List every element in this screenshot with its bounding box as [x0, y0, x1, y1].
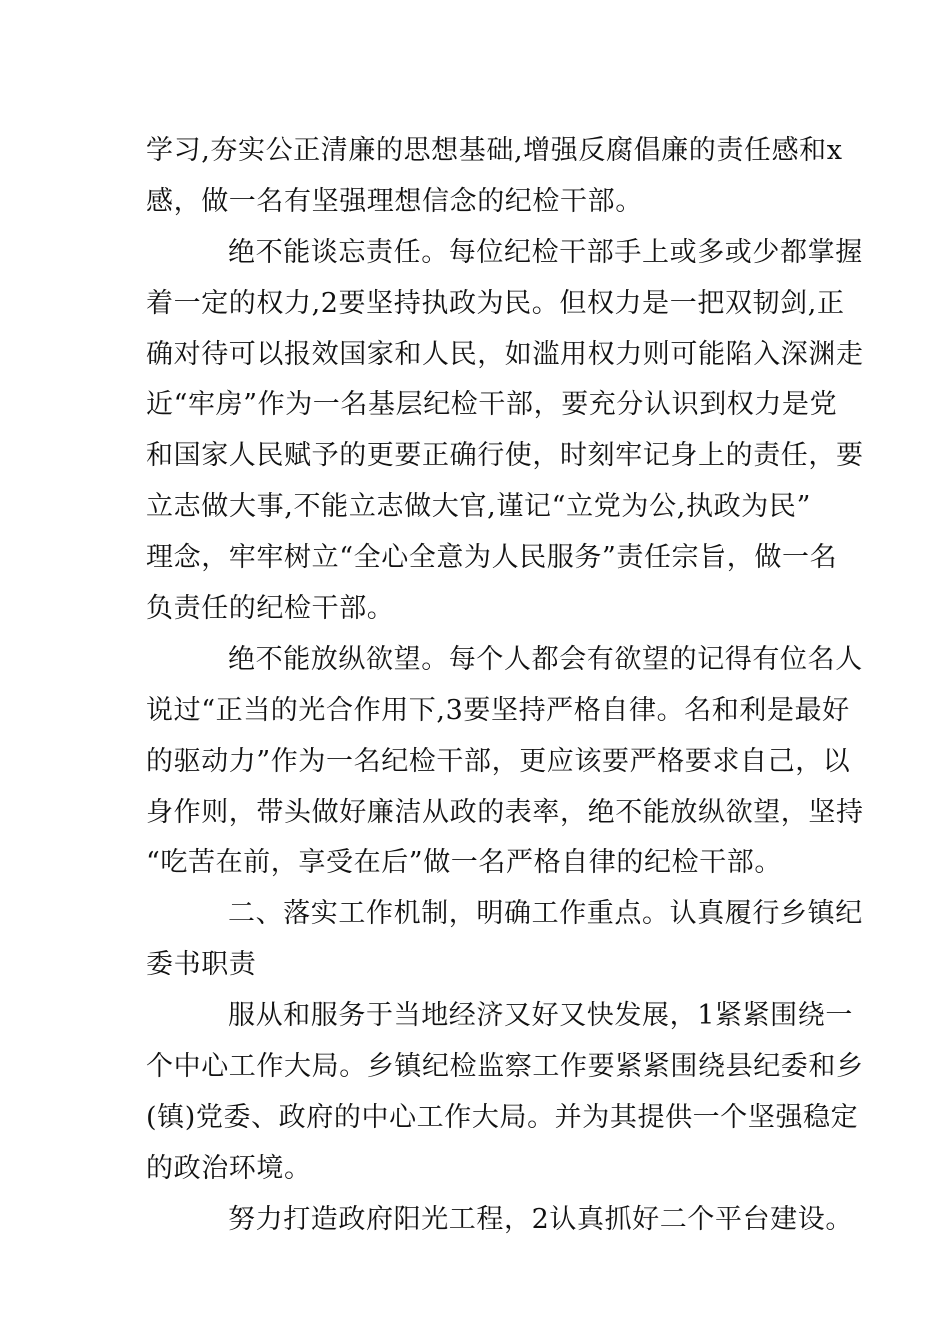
text-line: 近“牢房”作为一名基层纪检干部，要充分认识到权力是党 [146, 389, 838, 421]
text-line: 确对待可以报效国家和人民，如滥用权力则可能陷入深渊走 [146, 338, 864, 370]
document-body [146, 126, 864, 1246]
text-line: 和国家人民赋予的更要正确行使，时刻牢记身上的责任，要 [146, 440, 864, 472]
paragraph-start-line: 努力打造政府阳光工程，2认真抓好二个平台建设。 [228, 1203, 853, 1235]
text-line: 负责任的纪检干部。 [146, 593, 395, 625]
section-heading-line: 二、落实工作机制，明确工作重点。认真履行乡镇纪 [228, 898, 863, 930]
text-line: 理念，牢牢树立“全心全意为人民服务”责任宗旨，做一名 [146, 542, 838, 574]
paragraph-start-line: 绝不能放纵欲望。每个人都会有欲望的记得有位名人 [228, 643, 863, 675]
text-line: 学习,夯实公正清廉的思想基础,增强反腐倡廉的责任感和x [146, 135, 843, 166]
paragraph-start-line: 服从和服务于当地经济又好又快发展，1紧紧围绕一 [228, 1000, 853, 1032]
text-line: 立志做大事,不能立志做大官,谨记“立党为公,执政为民” [146, 491, 811, 523]
text-line: 说过“正当的光合作用下,3要坚持严格自律。名和利是最好 [146, 694, 850, 726]
text-line: 感，做一名有坚强理想信念的纪检干部。 [146, 185, 643, 217]
text-line: 的政治环境。 [146, 1152, 312, 1184]
text-line: 个中心工作大局。乡镇纪检监察工作要紧紧围绕县纪委和乡 [146, 1051, 864, 1083]
text-line: “吃苦在前，享受在后”做一名严格自律的纪检干部。 [146, 847, 783, 879]
text-line: (镇)党委、政府的中心工作大局。并为其提供一个坚强稳定 [146, 1101, 859, 1133]
section-heading-line: 委书职责 [146, 949, 257, 981]
paragraph-start-line: 绝不能谈忘责任。每位纪检干部手上或多或少都掌握 [228, 236, 863, 268]
text-line: 身作则，带头做好廉洁从政的表率，绝不能放纵欲望，坚持 [146, 796, 864, 828]
text-line: 的驱动力”作为一名纪检干部，更应该要严格要求自己，以 [146, 745, 851, 777]
text-line: 着一定的权力,2要坚持执政为民。但权力是一把双韧剑,正 [146, 287, 845, 319]
